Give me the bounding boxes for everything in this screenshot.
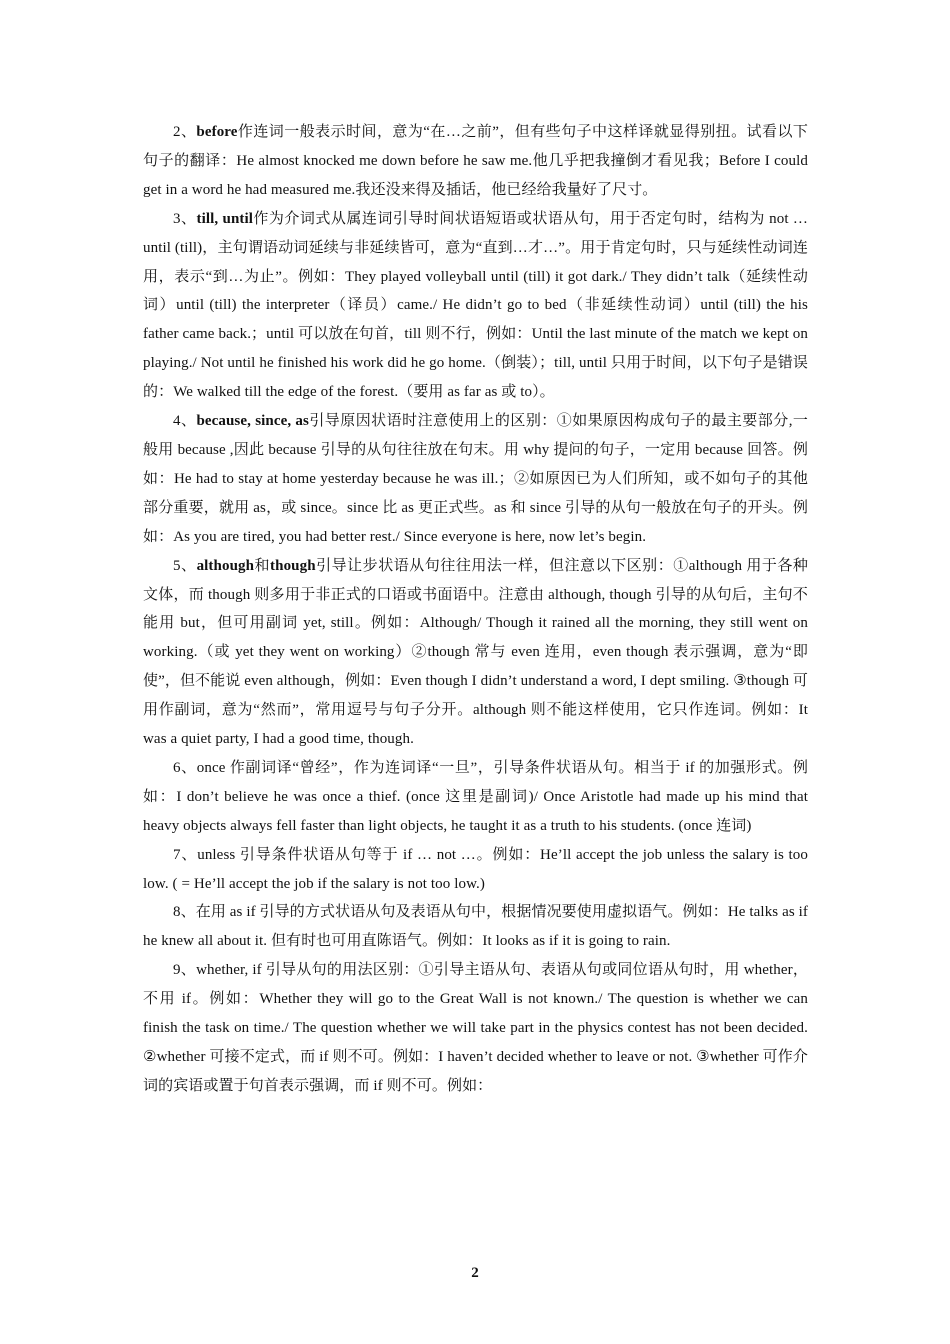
item-number: 2、 [173,124,197,140]
paragraph-whether-if [143,956,808,1101]
keyword: because, since, as [196,413,309,430]
keyword: till, until [196,210,254,227]
paragraph-text: unless 引导条件状语从句等于 if … not …。例如：He’ll accept the job unless the salary is too low. ( = He’ll accept the job if the salary is not too low.) [143,846,808,892]
paragraph-text: 引导让步状语从句往往用法一样，但注意以下区别：①although 用于各种文体，而 though 则多用于非正式的口语或书面语中。注意由 although, though 引导的从句后，主句不能用 but，但可用副词 yet, still。例如：Although/ Though it rained all the morning, they still went on working.（或 yet they went on working）②though 常与 even 连用，even though 表示强调，意为“即使”，但不能说 even although，例如：Even though I didn’t understand a word, I dept smiling. ③though 可用作副词，意为“然而”，常用逗号与句子分开。although 则不能这样使用，它只作连词。例如：It was a quiet party, I had a good time, though. [143,557,809,748]
item-number: 8、 [173,904,196,921]
paragraph-text: 在用 as if 引导的方式状语从句及表语从句中，根据情况要使用虚拟语气。例如：He talks as if he knew all about it. 但有时也可用直陈语气。例如：It looks as if it is going to rain. [143,904,808,950]
keyword: although [196,557,255,574]
keyword-2: though [270,557,316,574]
item-number: 4、 [173,413,197,430]
item-number: 7、 [173,846,198,863]
item-number: 6、 [173,759,197,776]
document-body [143,118,808,1101]
paragraph-as-if [143,898,808,956]
paragraph-text: 引导原因状语时注意使用上的区别：①如果原因构成句子的最主要部分,一般用 because ,因此 because 引导的从句往往放在句末。用 why 提问的句子，一定用 because 回答。例如：He had to stay at home yesterday because he was ill.；②如原因已为人们所知，或不如句子的其他部分重要，就用 as，或 since。since 比 as 更正式些。as 和 since 引导的从句一般放在句子的开头。例如：As you are tired, you had better rest./ Since everyone is here, now let’s begin. [143,413,809,545]
page-number: 2 [471,1265,479,1281]
paragraph-although-though [143,552,808,754]
paragraph-text: 作为介词式从属连词引导时间状语短语或状语从句，用于否定句时，结构为 not …until (till)，主句谓语动词延续与非延续皆可，意为“直到…才…”。用于肯定句时，只与延续性动词连用，表示“到…为止”。例如：They played volleyball until (till) it got dark./ They didn’t talk（延续性动词）until (till) the interpreter（译员）came./ He didn’t go to bed（非延续性动词）until (till) the his father came back.；until 可以放在句首，till 则不行，例如：Until the last minute of the match we kept on playing./ Not until he finished his work did he go home.（倒装）；till, until 只用于时间，以下句子是错误的：We walked till the edge of the forest.（要用 as far as 或 to）。 [143,210,808,401]
keyword: before [196,124,238,140]
paragraph-because-since-as [143,407,808,552]
paragraph-unless [143,841,808,899]
paragraph-once [143,754,808,841]
item-number: 5、 [173,557,197,574]
paragraph-text: 作连词一般表示时间，意为“在…之前”，但有些句子中这样译就显得别扭。试看以下句子的翻译：He almost knocked me down before he saw me.他几乎把我撞倒才看见我；Before I could get in a word he had measured me.我还没来得及插话，他已经给我量好了尺寸。 [143,124,808,198]
paragraph-text: once 作副词译“曾经”，作为连词译“一旦”，引导条件状语从句。相当于 if 的加强形式。例如：I don’t believe he was once a thief. (once 这里是副词)/ Once Aristotle had made up his mind that heavy objects always fell faster than light objects, he taught it as a truth to his students. (once 连词) [143,759,809,834]
item-number: 9、 [173,962,197,979]
paragraph-till-until [143,205,808,407]
paragraph-before [143,118,808,205]
item-number: 3、 [173,210,197,227]
connector-text: 和 [254,557,271,574]
paragraph-text: whether, if 引导从句的用法区别：①引导主语从句、表语从句或同位语从句时，用 whether，不用 if。例如：Whether they will go to the Great Wall is not known./ The question is whether we can finish the task on time./ The question whether we will take part in the physics contest has not been decided. ②whether 可接不定式，而 if 则不可。例如：I haven’t decided whether to leave or not. ③whether 可作介词的宾语或置于句首表示强调，而 if 则不可。例如： [143,962,808,1094]
